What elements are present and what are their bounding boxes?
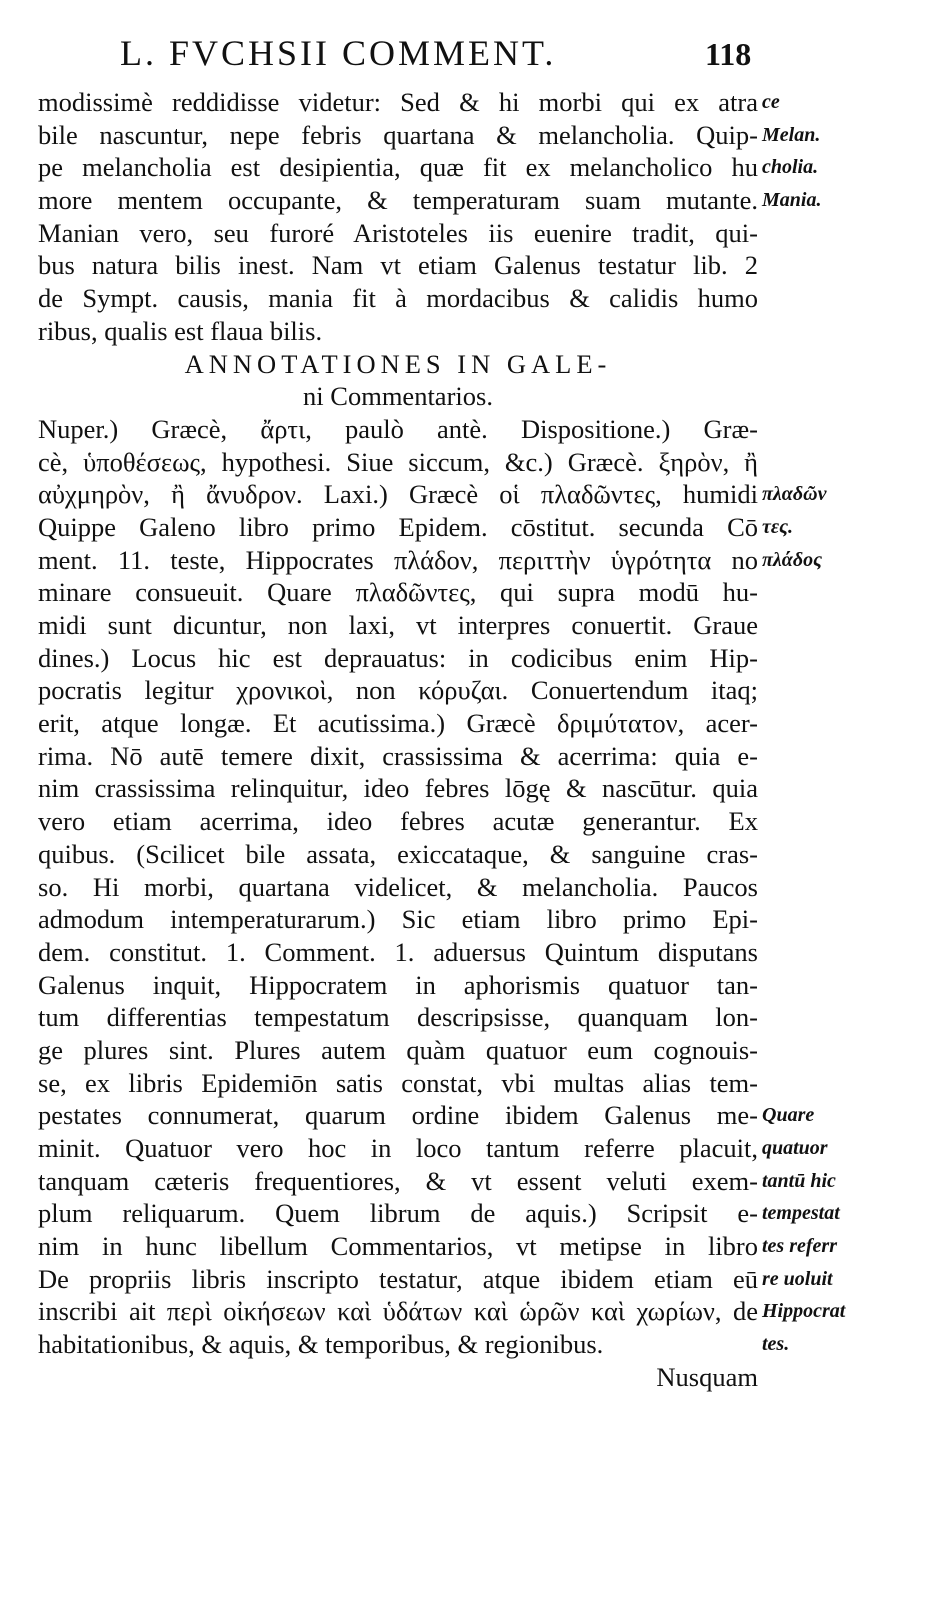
margin-note xyxy=(762,576,922,609)
text-line: habitationibus, & aquis, & temporibus, & regionibus. xyxy=(38,1329,604,1360)
text-line: ge plures sint. Plures autem quàm quatuor eum cognouis- xyxy=(38,1034,758,1065)
margin-note xyxy=(762,805,922,838)
margin-note: Melan. xyxy=(762,123,821,146)
margin-note xyxy=(762,282,922,315)
margin-note: πλαδῶν xyxy=(762,483,827,506)
margin-note: Quare xyxy=(762,1104,815,1127)
margin-note xyxy=(762,772,922,805)
margin-note: τες. xyxy=(762,515,793,538)
text-line: dines.) Locus hic est deprauatus: in codicibus enim Hip- xyxy=(38,642,758,673)
text-line: ment. 11. teste, Hippocrates πλάδον, περιττὴν ὑγρότητα no xyxy=(38,544,758,575)
text-line: αὐχμηρὸν, ἢ ἄνυδρον. Laxi.) Græcè οἱ πλαδῶντες, humidi xyxy=(38,479,758,510)
margin-note: quatuor xyxy=(762,1137,828,1159)
margin-note xyxy=(762,740,922,773)
margin-note: cholia. xyxy=(762,156,819,179)
margin-note xyxy=(762,969,922,1002)
margin-note xyxy=(762,609,922,642)
margin-note: re uoluit xyxy=(762,1267,833,1290)
running-title: L. FVCHSII COMMENT. xyxy=(120,33,557,73)
margin-note xyxy=(762,380,922,413)
text-line: de Sympt. causis, mania fit à mordacibus & calidis humo xyxy=(38,283,758,314)
margin-note xyxy=(762,217,922,250)
margin-note: tempestat xyxy=(762,1202,840,1225)
text-line: dem. constitut. 1. Comment. 1. aduersus Quintum disputans xyxy=(38,936,758,967)
margin-note xyxy=(762,642,922,675)
text-line: tum differentias tempestatum descripsisse, quanquam lon- xyxy=(38,1002,758,1033)
margin-note: Hippocrat xyxy=(762,1300,846,1323)
text-line: Quippe Galeno libro primo Epidem. cōstitut. secunda Cō xyxy=(38,511,758,542)
text-line: tanquam cæteris frequentiores, & vt essent veluti exem- xyxy=(38,1165,758,1196)
margin-note: πλάδος xyxy=(762,548,823,571)
margin-note xyxy=(762,838,922,871)
text-line: plum reliquarum. Quem librum de aquis.) Scripsit e- xyxy=(38,1198,758,1229)
margin-note xyxy=(762,1067,922,1100)
margin-note xyxy=(762,903,922,936)
margin-note xyxy=(762,348,922,381)
margin-note xyxy=(762,1001,922,1034)
text-line: midi sunt dicuntur, non laxi, vt interpres conuertit. Graue xyxy=(38,610,758,640)
text-line: Nuper.) Græcè, ἄρτι, paulò antè. Dispositione.) Græ- xyxy=(38,413,758,444)
text-line: pe melancholia est desipientia, quæ fit ex melancholico hu xyxy=(38,152,758,183)
margin-note: tes referr xyxy=(762,1235,837,1258)
text-line: De propriis libris inscripto testatur, atque ibidem etiam eū xyxy=(38,1263,758,1294)
margin-note xyxy=(762,315,922,348)
text-line: inscribi ait περὶ οἰκήσεων καὶ ὑδάτων καὶ ὡρῶν καὶ χωρίων, de xyxy=(38,1296,758,1327)
text-line: modissimè reddidisse videtur: Sed & hi morbi qui ex atra xyxy=(38,87,758,117)
catchword: Nusquam xyxy=(656,1361,758,1392)
margin-note xyxy=(762,871,922,904)
text-line: pestates connumerat, quarum ordine ibidem Galenus me- xyxy=(38,1100,758,1131)
margin-note xyxy=(762,1034,922,1067)
text-line: nim in hunc libellum Commentarios, vt metipse in libro xyxy=(38,1231,758,1262)
text-line: nim crassissima relinquitur, ideo febres lōgę & nascūtur. quia xyxy=(38,773,758,804)
marginal-notes-column xyxy=(762,86,922,1361)
margin-note: Mania. xyxy=(762,189,822,212)
margin-note xyxy=(762,249,922,282)
margin-note xyxy=(762,446,922,479)
text-line: vero etiam acerrima, ideo febres acutæ generantur. Ex xyxy=(38,806,758,837)
margin-note xyxy=(762,707,922,740)
margin-note xyxy=(762,413,922,446)
text-line: ribus, qualis est flaua bilis. xyxy=(38,315,323,346)
margin-note xyxy=(762,936,922,969)
text-line: cè, ὑποθέσεως, hypothesi. Siue siccum, &c.) Græcè. ξηρὸν, ἢ xyxy=(38,446,758,477)
text-line: quibus. (Scilicet bile assata, exiccataque, & sanguine cras- xyxy=(38,838,758,869)
text-line: Galenus inquit, Hippocratem in aphorismis quatuor tan- xyxy=(38,969,758,1000)
text-line: rima. Nō autē temere dixit, crassissima & acerrima: quia e- xyxy=(38,740,758,771)
section-heading-continued: ni Commentarios. xyxy=(303,381,493,412)
margin-note: tes. xyxy=(762,1333,790,1356)
text-line: minare consueuit. Quare πλαδῶντες, qui supra modū hu- xyxy=(38,577,758,608)
text-line: erit, atque longæ. Et acutissima.) Græcè δριμύτατον, acer- xyxy=(38,708,758,739)
margin-note: tantū hic xyxy=(762,1169,836,1192)
text-line: se, ex libris Epidemiōn satis constat, vbi multas alias tem- xyxy=(38,1067,758,1098)
margin-note: ce xyxy=(762,91,780,113)
section-heading: ANNOTATIONES IN GALE- xyxy=(184,348,612,379)
margin-note xyxy=(762,674,922,707)
text-line: more mentem occupante, & temperaturam suam mutante. xyxy=(38,185,758,216)
text-line: so. Hi morbi, quartana videlicet, & melancholia. Paucos xyxy=(38,871,758,902)
text-line: admodum intemperaturarum.) Sic etiam libro primo Epi- xyxy=(38,904,758,935)
text-line: pocratis legitur χρονικοὶ, non κόρυζαι. Conuertendum itaq; xyxy=(38,675,758,706)
main-text-column xyxy=(38,86,758,1394)
text-line: bus natura bilis inest. Nam vt etiam Galenus testatur lib. 2 xyxy=(38,250,758,281)
text-line: bile nascuntur, nepe febris quartana & melancholia. Quip- xyxy=(38,119,758,150)
page-number: 118 xyxy=(705,36,752,72)
text-line: minit. Quatuor vero hoc in loco tantum referre placuit, xyxy=(38,1133,758,1163)
text-line: Manian vero, seu furoré Aristoteles iis euenire tradit, qui- xyxy=(38,217,758,248)
running-head xyxy=(0,28,930,78)
